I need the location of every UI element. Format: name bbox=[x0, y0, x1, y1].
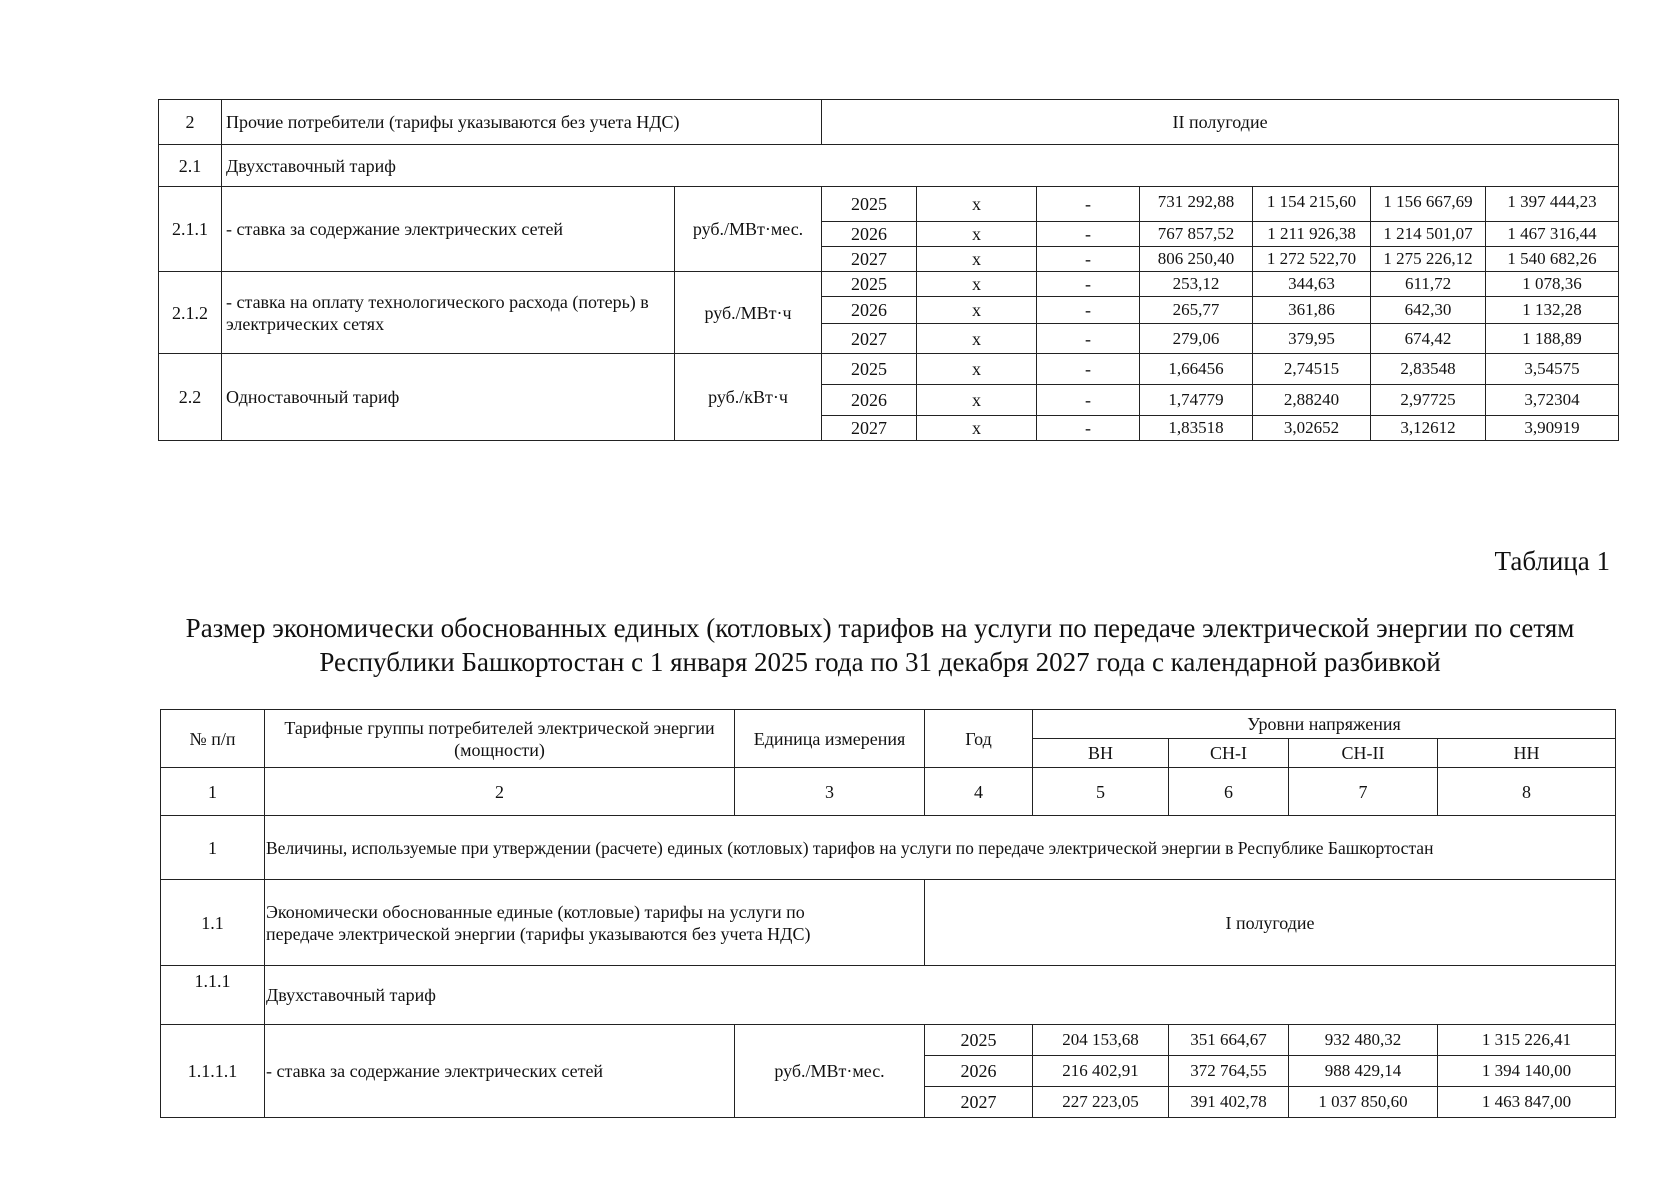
header-row bbox=[161, 710, 1616, 739]
table-row bbox=[159, 272, 1619, 297]
value-cell: 1 315 226,41 bbox=[1438, 1025, 1616, 1056]
row-number: 2.1 bbox=[159, 145, 222, 187]
value-cell: 391 402,78 bbox=[1169, 1087, 1289, 1118]
mark-cell: х bbox=[917, 247, 1037, 272]
value-cell: 2,97725 bbox=[1371, 385, 1486, 416]
value-cell: 3,72304 bbox=[1486, 385, 1619, 416]
value-cell: 2,88240 bbox=[1253, 385, 1371, 416]
row-number: 2.2 bbox=[159, 354, 222, 441]
value-cell: 1 211 926,38 bbox=[1253, 222, 1371, 247]
row-number: 2 bbox=[159, 100, 222, 145]
value-cell: 265,77 bbox=[1140, 297, 1253, 324]
unit-cell: руб./МВт·мес. bbox=[735, 1025, 925, 1118]
year-cell: 2027 bbox=[822, 247, 917, 272]
year-cell: 2026 bbox=[822, 222, 917, 247]
column-number: 1 bbox=[161, 768, 265, 816]
header-sn1: СН-I bbox=[1169, 739, 1289, 768]
section-row bbox=[161, 880, 1616, 966]
value-cell: 1 397 444,23 bbox=[1486, 187, 1619, 222]
mark-cell: х bbox=[917, 354, 1037, 385]
value-cell: 642,30 bbox=[1371, 297, 1486, 324]
year-cell: 2025 bbox=[822, 187, 917, 222]
value-cell: 1 467 316,44 bbox=[1486, 222, 1619, 247]
column-number-row bbox=[161, 768, 1616, 816]
mark-cell: - bbox=[1037, 247, 1140, 272]
value-cell: 1 540 682,26 bbox=[1486, 247, 1619, 272]
header-nn: НН bbox=[1438, 739, 1616, 768]
value-cell: 988 429,14 bbox=[1289, 1056, 1438, 1087]
period-label: I полугодие bbox=[925, 880, 1616, 966]
value-cell: 674,42 bbox=[1371, 324, 1486, 354]
year-cell: 2025 bbox=[822, 272, 917, 297]
unit-cell: руб./МВт·мес. bbox=[675, 187, 822, 272]
value-cell: 216 402,91 bbox=[1033, 1056, 1169, 1087]
year-cell: 2026 bbox=[822, 297, 917, 324]
mark-cell: х bbox=[917, 222, 1037, 247]
year-cell: 2027 bbox=[822, 416, 917, 441]
value-cell: 279,06 bbox=[1140, 324, 1253, 354]
year-cell: 2027 bbox=[822, 324, 917, 354]
value-cell: 3,54575 bbox=[1486, 354, 1619, 385]
mark-cell: - bbox=[1037, 187, 1140, 222]
value-cell: 1 275 226,12 bbox=[1371, 247, 1486, 272]
document-title bbox=[150, 611, 1610, 679]
value-cell: 1 214 501,07 bbox=[1371, 222, 1486, 247]
value-cell: 379,95 bbox=[1253, 324, 1371, 354]
tariff-table-continuation bbox=[158, 99, 1619, 441]
header-voltage-levels: Уровни напряжения bbox=[1033, 710, 1616, 739]
value-cell: 932 480,32 bbox=[1289, 1025, 1438, 1056]
table-label: Таблица 1 bbox=[1494, 546, 1610, 576]
section-title: Экономически обоснованные единые (котловые) тарифы на услуги по передаче электрической энергии (тарифы указываются без учета НДС) bbox=[265, 880, 925, 966]
row-number: 1.1 bbox=[161, 880, 265, 966]
mark-cell: х bbox=[917, 416, 1037, 441]
header-year: Год bbox=[925, 710, 1033, 768]
tariff-table bbox=[160, 709, 1616, 1118]
value-cell: 227 223,05 bbox=[1033, 1087, 1169, 1118]
value-cell: 1,66456 bbox=[1140, 354, 1253, 385]
column-number: 5 bbox=[1033, 768, 1169, 816]
value-cell: 1 156 667,69 bbox=[1371, 187, 1486, 222]
mark-cell: х bbox=[917, 297, 1037, 324]
section-title: Двухставочный тариф bbox=[222, 145, 1619, 187]
rate-name: - ставка за содержание электрических сетей bbox=[265, 1025, 735, 1118]
table-row bbox=[159, 354, 1619, 385]
unit-cell: руб./кВт·ч bbox=[675, 354, 822, 441]
year-cell: 2025 bbox=[925, 1025, 1033, 1056]
value-cell: 351 664,67 bbox=[1169, 1025, 1289, 1056]
year-cell: 2026 bbox=[925, 1056, 1033, 1087]
row-number: 2.1.1 bbox=[159, 187, 222, 272]
row-number: 1.1.1.1 bbox=[161, 1025, 265, 1118]
value-cell: 1 037 850,60 bbox=[1289, 1087, 1438, 1118]
value-cell: 3,02652 bbox=[1253, 416, 1371, 441]
table-row bbox=[161, 1025, 1616, 1056]
rate-name: - ставка за содержание электрических сетей bbox=[222, 187, 675, 272]
mark-cell: - bbox=[1037, 354, 1140, 385]
column-number: 2 bbox=[265, 768, 735, 816]
mark-cell: - bbox=[1037, 416, 1140, 441]
section-title: Величины, используемые при утверждении (расчете) единых (котловых) тарифов на услуги по передаче электрической энергии в Республике Башкортостан bbox=[265, 816, 1616, 880]
header-tariff-group: Тарифные группы потребителей электрической энергии (мощности) bbox=[265, 710, 735, 768]
header-vn: ВН bbox=[1033, 739, 1169, 768]
mark-cell: х bbox=[917, 272, 1037, 297]
year-cell: 2026 bbox=[822, 385, 917, 416]
rate-name: - ставка на оплату технологического расхода (потерь) в электрических сетях bbox=[222, 272, 675, 354]
mark-cell: х bbox=[917, 324, 1037, 354]
document-title-line: Размер экономически обоснованных единых (котловых) тарифов на услуги по передаче электрической энергии по сетям bbox=[185, 613, 1575, 643]
year-cell: 2027 bbox=[925, 1087, 1033, 1118]
value-cell: 204 153,68 bbox=[1033, 1025, 1169, 1056]
header-unit: Единица измерения bbox=[735, 710, 925, 768]
unit-cell: руб./МВт·ч bbox=[675, 272, 822, 354]
rate-name: Одноставочный тариф bbox=[222, 354, 675, 441]
value-cell: 361,86 bbox=[1253, 297, 1371, 324]
mark-cell: х bbox=[917, 187, 1037, 222]
value-cell: 767 857,52 bbox=[1140, 222, 1253, 247]
value-cell: 1 078,36 bbox=[1486, 272, 1619, 297]
year-cell: 2025 bbox=[822, 354, 917, 385]
value-cell: 3,12612 bbox=[1371, 416, 1486, 441]
value-cell: 253,12 bbox=[1140, 272, 1253, 297]
section-title: Двухставочный тариф bbox=[265, 966, 1616, 1025]
value-cell: 731 292,88 bbox=[1140, 187, 1253, 222]
value-cell: 344,63 bbox=[1253, 272, 1371, 297]
header-sn2: СН-II bbox=[1289, 739, 1438, 768]
value-cell: 1 132,28 bbox=[1486, 297, 1619, 324]
value-cell: 611,72 bbox=[1371, 272, 1486, 297]
section-row bbox=[159, 145, 1619, 187]
value-cell: 1 394 140,00 bbox=[1438, 1056, 1616, 1087]
mark-cell: - bbox=[1037, 385, 1140, 416]
value-cell: 3,90919 bbox=[1486, 416, 1619, 441]
mark-cell: - bbox=[1037, 297, 1140, 324]
value-cell: 1 188,89 bbox=[1486, 324, 1619, 354]
row-number: 1 bbox=[161, 816, 265, 880]
column-number: 8 bbox=[1438, 768, 1616, 816]
column-number: 7 bbox=[1289, 768, 1438, 816]
row-number: 2.1.2 bbox=[159, 272, 222, 354]
section-row bbox=[159, 100, 1619, 145]
mark-cell: - bbox=[1037, 272, 1140, 297]
value-cell: 372 764,55 bbox=[1169, 1056, 1289, 1087]
value-cell: 806 250,40 bbox=[1140, 247, 1253, 272]
mark-cell: х bbox=[917, 385, 1037, 416]
section-row bbox=[161, 966, 1616, 1025]
section-row bbox=[161, 816, 1616, 880]
table-row bbox=[159, 187, 1619, 222]
column-number: 3 bbox=[735, 768, 925, 816]
period-label: II полугодие bbox=[822, 100, 1619, 145]
row-number: 1.1.1 bbox=[161, 966, 265, 1025]
value-cell: 1,74779 bbox=[1140, 385, 1253, 416]
value-cell: 1,83518 bbox=[1140, 416, 1253, 441]
value-cell: 2,83548 bbox=[1371, 354, 1486, 385]
value-cell: 1 463 847,00 bbox=[1438, 1087, 1616, 1118]
section-title: Прочие потребители (тарифы указываются без учета НДС) bbox=[222, 100, 822, 145]
header-number: № п/п bbox=[161, 710, 265, 768]
value-cell: 1 272 522,70 bbox=[1253, 247, 1371, 272]
mark-cell: - bbox=[1037, 324, 1140, 354]
mark-cell: - bbox=[1037, 222, 1140, 247]
column-number: 6 bbox=[1169, 768, 1289, 816]
value-cell: 1 154 215,60 bbox=[1253, 187, 1371, 222]
document-title-line: Республики Башкортостан с 1 января 2025 года по 31 декабря 2027 года с календарной разбивкой bbox=[319, 647, 1441, 677]
column-number: 4 bbox=[925, 768, 1033, 816]
value-cell: 2,74515 bbox=[1253, 354, 1371, 385]
